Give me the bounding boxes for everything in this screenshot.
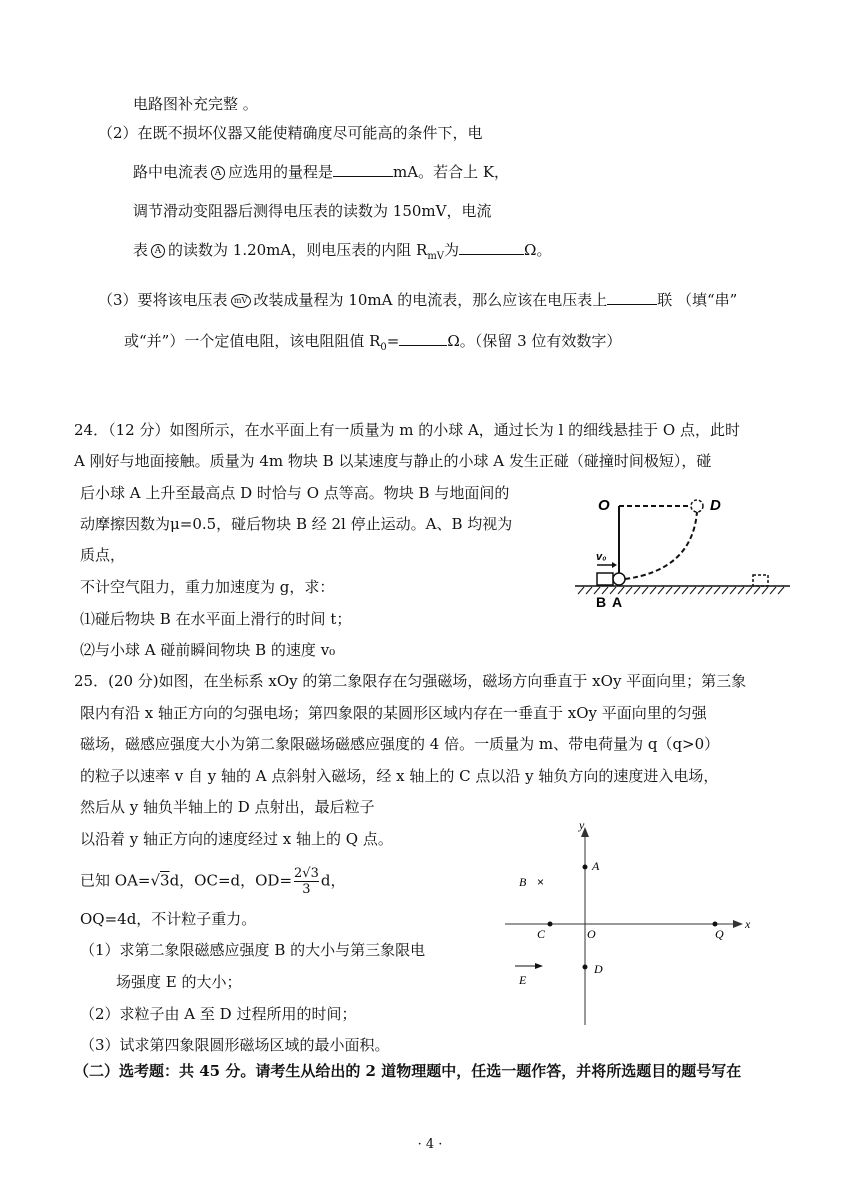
q24-line: 动摩擦因数为μ=0.5，碰后物块 B 经 2l 停止运动。A、B 均视为	[80, 515, 513, 533]
label-D: D	[594, 962, 603, 976]
q24-line: ⑵与小球 A 碰前瞬间物块 B 的速度 v₀	[80, 641, 336, 659]
answer-blank	[333, 162, 393, 177]
text-line: 或“并”）一个定值电阻，该电阻阻值 $R_0= \Omega$。（保留 3 位有效数字）	[124, 332, 622, 353]
q25-given: 已知 OA=√3d，OC=d，OD= $\frac{2√3}{3}$ d，	[80, 866, 346, 897]
q25-line: （1）求第二象限磁感应强度 B 的大小与第三象限电	[80, 941, 426, 959]
y-axis-label: y	[579, 818, 585, 832]
text-line: （2）在既不损坏仪器又能使精确度尽可能高的条件下，电	[98, 124, 483, 142]
label-Q: Q	[715, 927, 724, 941]
ball-D	[691, 500, 703, 512]
label-v0: v₀	[596, 551, 607, 563]
text-line: 表 A 的读数为 1.20mA，则电压表的内阻 $R_{mV}$为 Ω。	[133, 241, 552, 262]
label-D: D	[710, 497, 721, 514]
q24-line: A 刚好与地面接触。质量为 4m 物块 B 以某速度与静止的小球 A 发生正碰（碰撞时间极短），碰	[74, 452, 712, 470]
answer-blank	[607, 290, 657, 305]
q25-line: （2）求粒子由 A 至 D 过程所用的时间；	[80, 1005, 357, 1023]
label-O: O	[587, 927, 596, 941]
voltmeter-symbol: mV	[231, 294, 251, 308]
pendulum-figure	[570, 480, 795, 610]
field-into-page-symbol: ×	[537, 875, 545, 889]
trajectory-arc	[625, 512, 697, 579]
q24-line: 后小球 A 上升至最高点 D 时恰与 O 点等高。物块 B 与地面间的	[80, 484, 510, 502]
point-D	[583, 965, 588, 970]
q25-line: 以沿着 y 轴正方向的速度经过 x 轴上的 Q 点。	[80, 830, 393, 848]
q24-line: ⑴碰后物块 B 在水平面上滑行的时间 t；	[80, 610, 352, 628]
q25-line: 磁场，磁感应强度大小为第二象限磁场磁感应强度的 4 倍。一质量为 m、带电荷量为 q（q>0）	[80, 735, 720, 753]
answer-blank	[399, 331, 447, 346]
label-A: A	[612, 594, 623, 610]
q24-line: 24．（12 分）如图所示，在水平面上有一质量为 m 的小球 A，通过长为 l 的细线悬挂于 O 点，此时	[74, 421, 740, 439]
text-line: （3）要将该电压表 mV 改装成量程为 10mA 的电流表，那么应该在电压表上 联 （填“串”	[98, 291, 738, 309]
block-B-final	[753, 575, 768, 586]
label-O: O	[598, 497, 610, 514]
q25-line: 限内有沿 x 轴正方向的匀强电场；第四象限的某圆形区域内存在一垂直于 xOy 平面向里的匀强	[80, 704, 707, 722]
q24-line: 质点，	[80, 546, 126, 564]
answer-blank	[459, 240, 524, 255]
text-line: 电路图补充完整 。	[133, 95, 258, 113]
q25-line: 场强度 E 的大小；	[116, 973, 242, 991]
ammeter-symbol: A	[211, 166, 225, 180]
page-number: · 4 ·	[417, 1137, 443, 1152]
q25-line: （3）试求第四象限圆形磁场区域的最小面积。	[80, 1036, 390, 1054]
block-B	[597, 573, 613, 585]
q25-line: OQ=4d，不计粒子重力。	[80, 910, 257, 928]
label-C: C	[537, 927, 546, 941]
point-A	[583, 865, 588, 870]
point-C	[548, 922, 553, 927]
point-Q	[713, 922, 718, 927]
x-axis-label: x	[745, 917, 751, 931]
label-B: B	[519, 875, 527, 889]
ball-A	[613, 573, 625, 585]
section-heading: （二）选考题：共 45 分。请考生从给出的 2 道物理题中，任选一题作答，并将所选题目的题号写在	[74, 1062, 742, 1080]
ammeter-symbol: A	[151, 244, 165, 258]
text-line: 路中电流表 A 应选用的量程是 mA。若合上 K，	[133, 163, 510, 181]
q25-line: 然后从 y 轴负半轴上的 D 点射出，最后粒子	[80, 798, 375, 816]
q25-line: 25．(20 分)如图，在坐标系 xOy 的第二象限存在匀强磁场，磁场方向垂直于 xOy 平面向里；第三象	[74, 672, 747, 690]
label-E: E	[519, 973, 527, 987]
q24-line: 不计空气阻力，重力加速度为 g，求：	[80, 578, 335, 596]
coordinate-figure	[495, 815, 765, 1035]
label-B: B	[596, 594, 607, 610]
q25-line: 的粒子以速率 v 自 y 轴的 A 点斜射入磁场，经 x 轴上的 C 点以沿 y 轴负方向的速度进入电场，	[80, 767, 719, 785]
text-line: 调节滑动变阻器后测得电压表的读数为 150mV，电流	[133, 202, 492, 220]
label-A: A	[592, 859, 600, 873]
